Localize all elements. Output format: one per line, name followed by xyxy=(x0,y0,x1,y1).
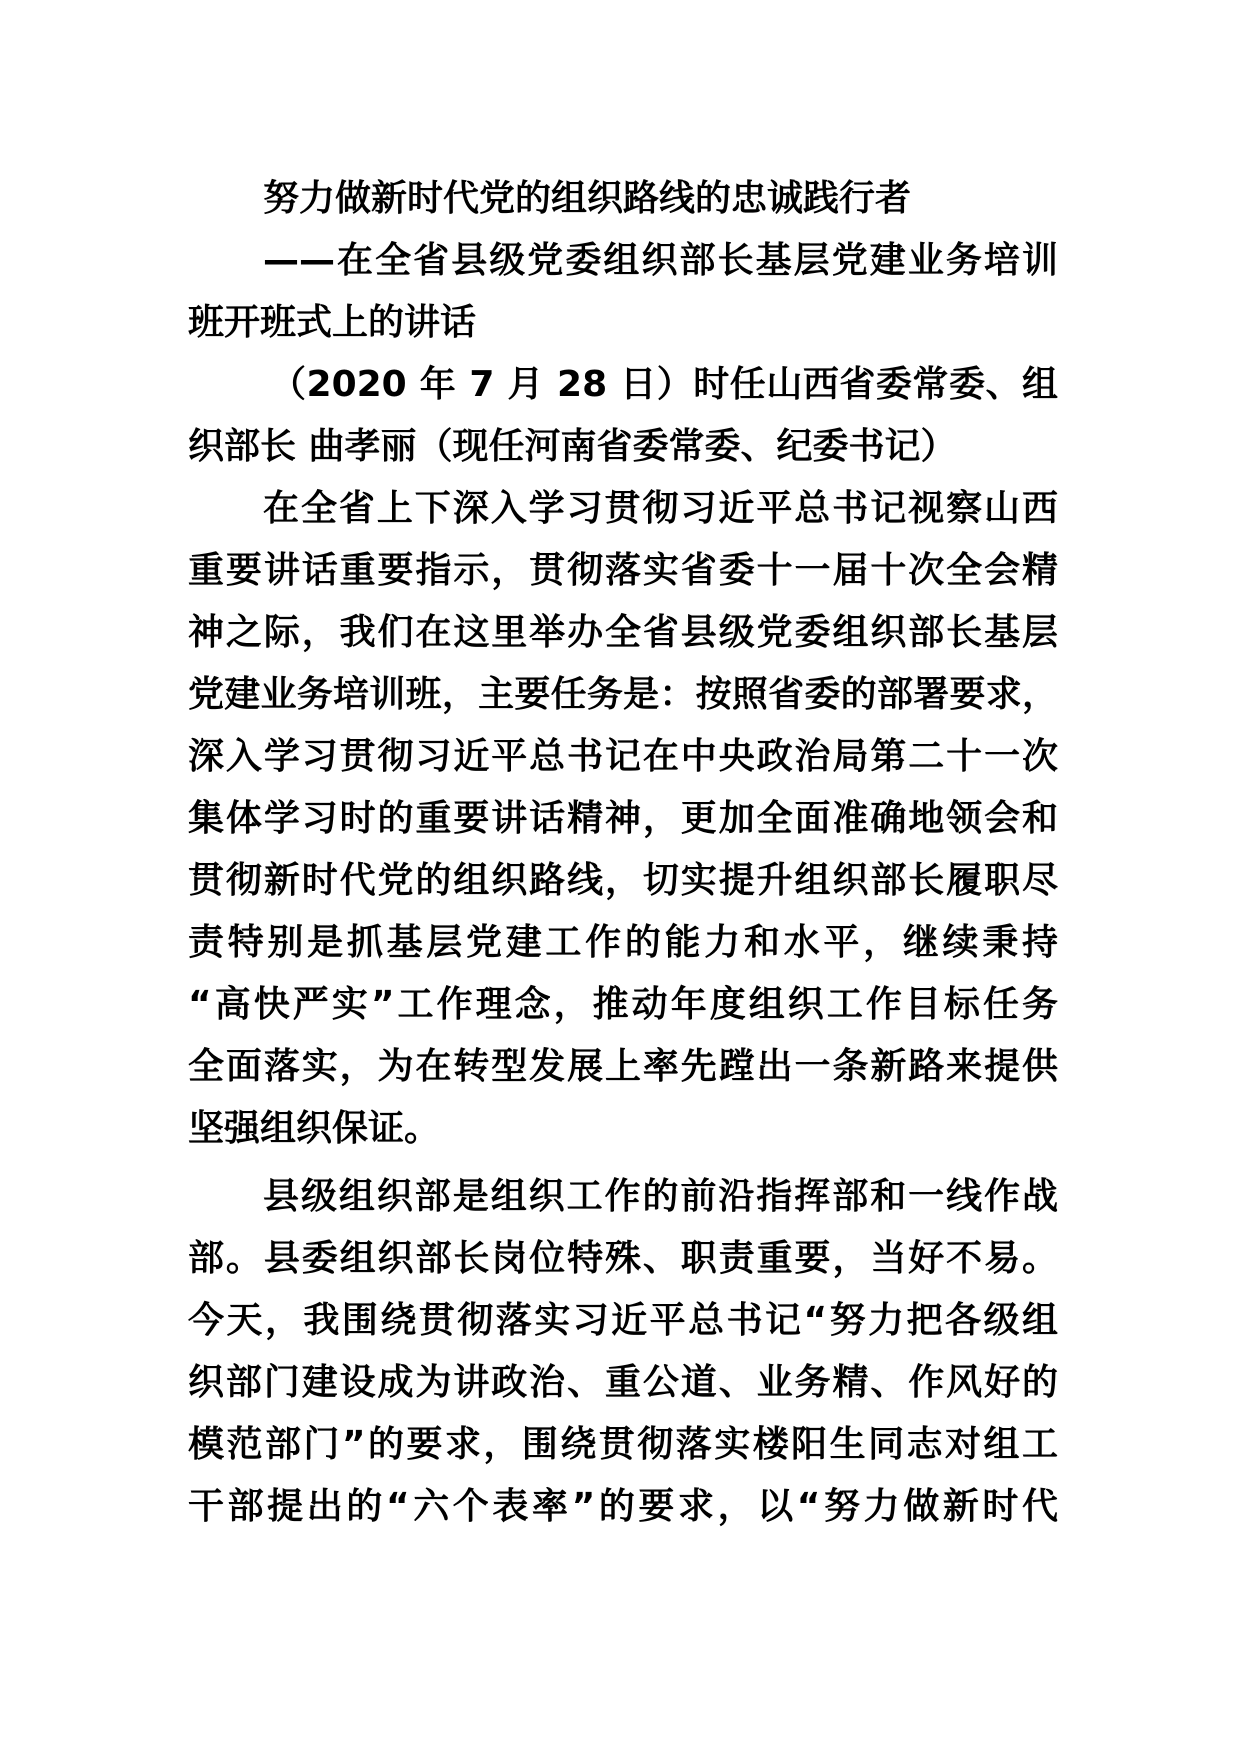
paragraph-line: 模范部门”的要求，围绕贯彻落实楼阳生同志对组工 xyxy=(188,1424,1058,1465)
subtitle-line-1: ——在全省县级党委组织部长基层党建业务培训 xyxy=(263,240,1058,281)
paragraph-line: “高快严实”工作理念，推动年度组织工作目标任务 xyxy=(188,984,1058,1025)
paragraph-line: 在全省上下深入学习贯彻习近平总书记视察山西 xyxy=(263,488,1058,529)
paragraph-line: 责特别是抓基层党建工作的能力和水平，继续秉持 xyxy=(188,922,1058,963)
document-body xyxy=(188,168,1058,1538)
paragraph-line: 重要讲话重要指示，贯彻落实省委十一届十次全会精 xyxy=(188,550,1058,591)
paragraph-1 xyxy=(188,478,1058,1160)
paragraph-line: 深入学习贯彻习近平总书记在中央政治局第二十一次 xyxy=(188,736,1058,777)
paragraph-line: 集体学习时的重要讲话精神，更加全面准确地领会和 xyxy=(188,798,1058,839)
paragraph-line: 坚强组织保证。 xyxy=(188,1108,441,1149)
subtitle-line-2: 班开班式上的讲话 xyxy=(188,302,477,343)
paragraph-line: 干部提出的“六个表率”的要求，以“努力做新时代 xyxy=(188,1486,1058,1527)
paragraph-line: 神之际，我们在这里举办全省县级党委组织部长基层 xyxy=(188,612,1058,653)
byline-line-2: 织部长 曲孝丽（现任河南省委常委、纪委书记） xyxy=(188,426,957,467)
paragraph-2 xyxy=(188,1166,1058,1538)
paragraph-line: 党建业务培训班，主要任务是：按照省委的部署要求， xyxy=(188,674,1058,715)
byline-line-1: （2020 年 7 月 28 日）时任山西省委常委、组 xyxy=(270,364,1058,405)
paragraph-line: 县级组织部是组织工作的前沿指挥部和一线作战 xyxy=(263,1176,1058,1217)
paragraph-line: 今天，我围绕贯彻落实习近平总书记“努力把各级组 xyxy=(188,1300,1058,1341)
paragraph-line: 全面落实，为在转型发展上率先蹚出一条新路来提供 xyxy=(188,1046,1058,1087)
paragraph-line: 贯彻新时代党的组织路线，切实提升组织部长履职尽 xyxy=(188,860,1058,901)
paragraph-line: 部。县委组织部长岗位特殊、职责重要，当好不易。 xyxy=(188,1238,1058,1279)
paragraph-line: 织部门建设成为讲政治、重公道、业务精、作风好的 xyxy=(188,1362,1058,1403)
document-title: 努力做新时代党的组织路线的忠诚践行者 xyxy=(263,178,912,219)
